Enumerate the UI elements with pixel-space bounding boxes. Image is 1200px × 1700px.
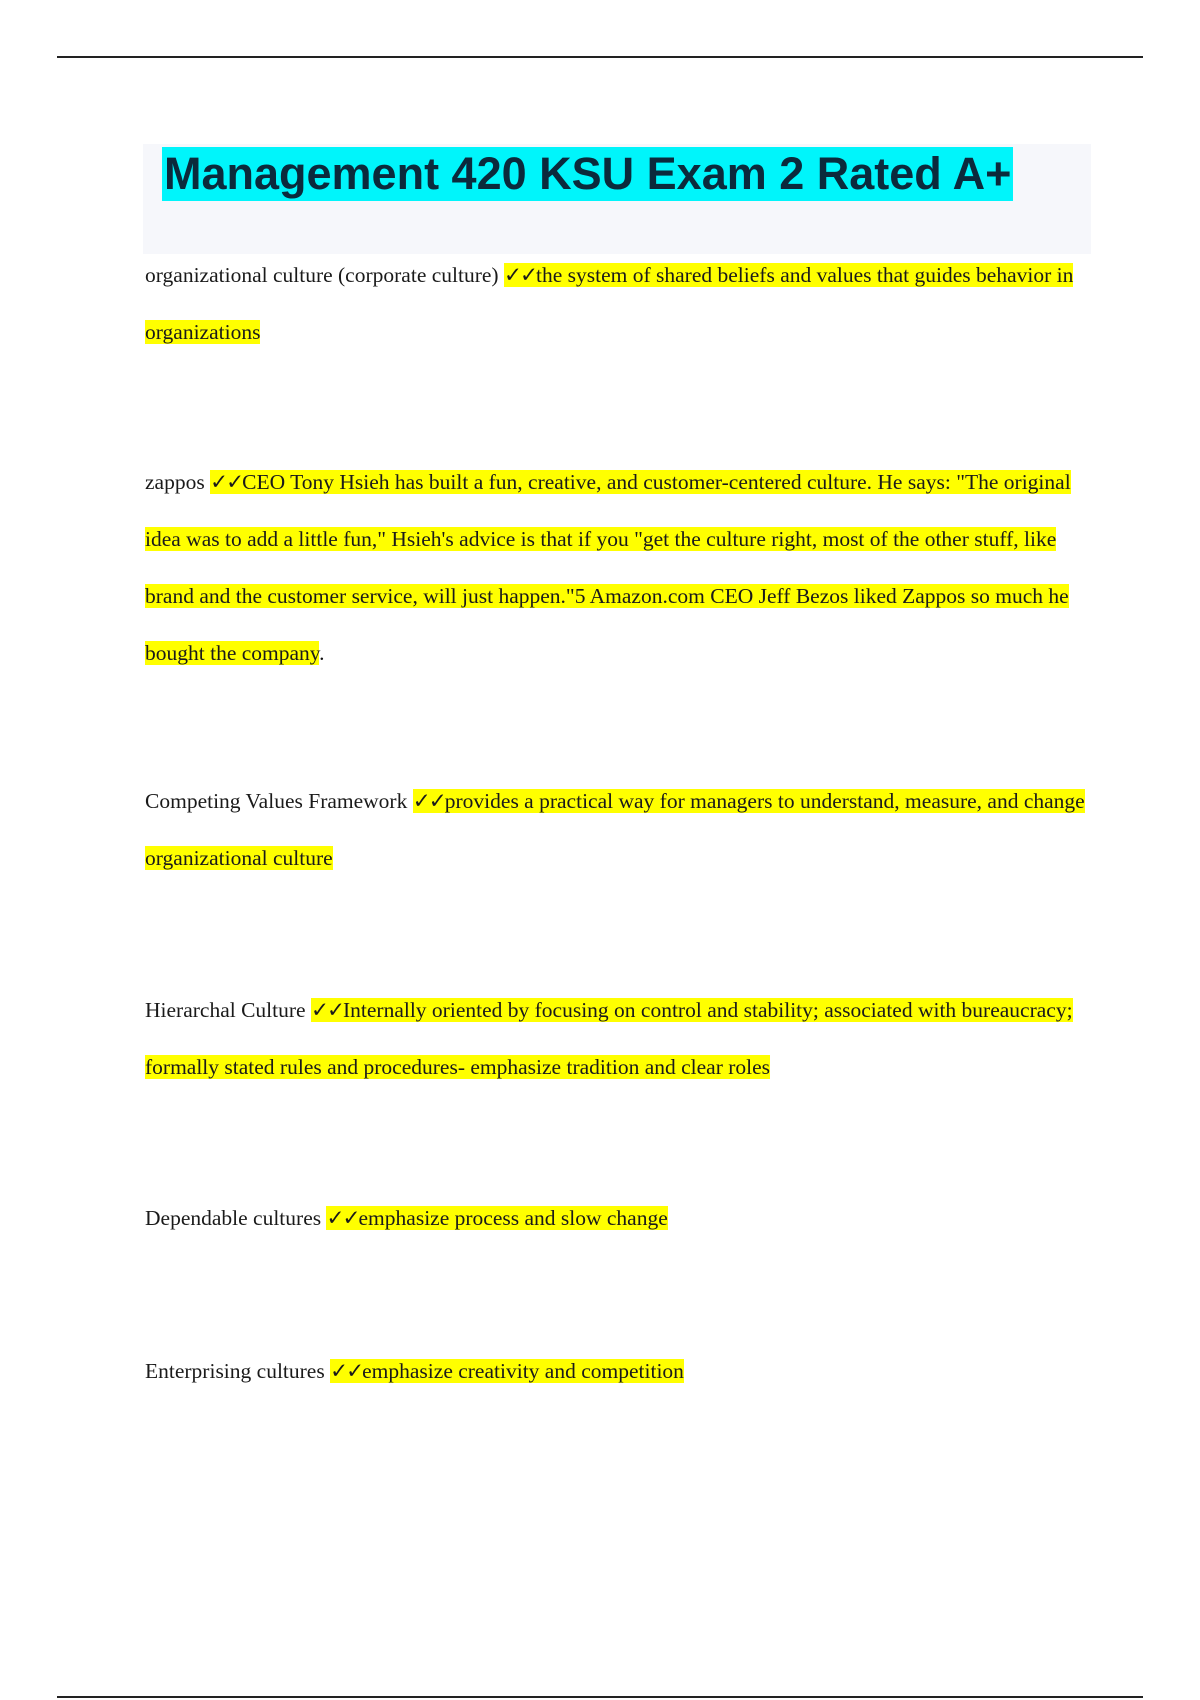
double-check-icon: ✓✓ — [210, 470, 243, 495]
double-check-icon: ✓✓ — [412, 789, 445, 814]
entry-answer-text: CEO Tony Hsieh has built a fun, creative, and customer-centered culture. He says: "The original idea was to add a little fun," Hsieh's advice is that if you "get the culture right, most of the other stuff, like brand and the customer service, will just happen."5 Amazon.com CEO Jeff Bezos liked Zappos so much he bought the company — [145, 470, 1071, 665]
flashcard-entry — [145, 982, 1085, 1096]
entry-answer-text: Internally oriented by focusing on control and stability; associated with bureaucracy; formally stated rules and procedures- emphasize tradition and clear roles — [145, 998, 1073, 1079]
entry-answer — [145, 470, 1071, 665]
double-check-icon: ✓✓ — [503, 263, 536, 288]
double-check-icon: ✓✓ — [326, 1206, 359, 1231]
entry-answer — [330, 1359, 684, 1383]
entry-answer — [326, 1206, 667, 1230]
entry-term: zappos — [145, 470, 205, 494]
flashcard-entry — [145, 454, 1085, 682]
document-title: Management 420 KSU Exam 2 Rated A+ — [164, 148, 1012, 199]
flashcard-entry — [145, 1190, 1085, 1247]
entry-term: Enterprising cultures — [145, 1359, 325, 1383]
double-check-icon: ✓✓ — [330, 1359, 363, 1384]
entry-term: organizational culture (corporate culture) — [145, 263, 499, 287]
double-check-icon: ✓✓ — [310, 998, 343, 1023]
entry-answer-text: emphasize process and slow change — [358, 1206, 668, 1230]
flashcard-entry — [145, 773, 1085, 887]
entry-term: Hierarchal Culture — [145, 998, 306, 1022]
flashcard-entry — [145, 1343, 1085, 1400]
flashcard-entry — [145, 247, 1085, 361]
header-rule — [57, 56, 1143, 58]
entry-answer-text: provides a practical way for managers to understand, measure, and change organizational culture — [145, 789, 1085, 870]
entry-answer-text: the system of shared beliefs and values that guides behavior in organizations — [145, 263, 1074, 344]
entry-trailing: . — [319, 641, 325, 665]
entry-answer-text: emphasize creativity and competition — [362, 1359, 684, 1383]
footer-rule — [57, 1696, 1143, 1698]
entry-term: Competing Values Framework — [145, 789, 408, 813]
entry-term: Dependable cultures — [145, 1206, 322, 1230]
